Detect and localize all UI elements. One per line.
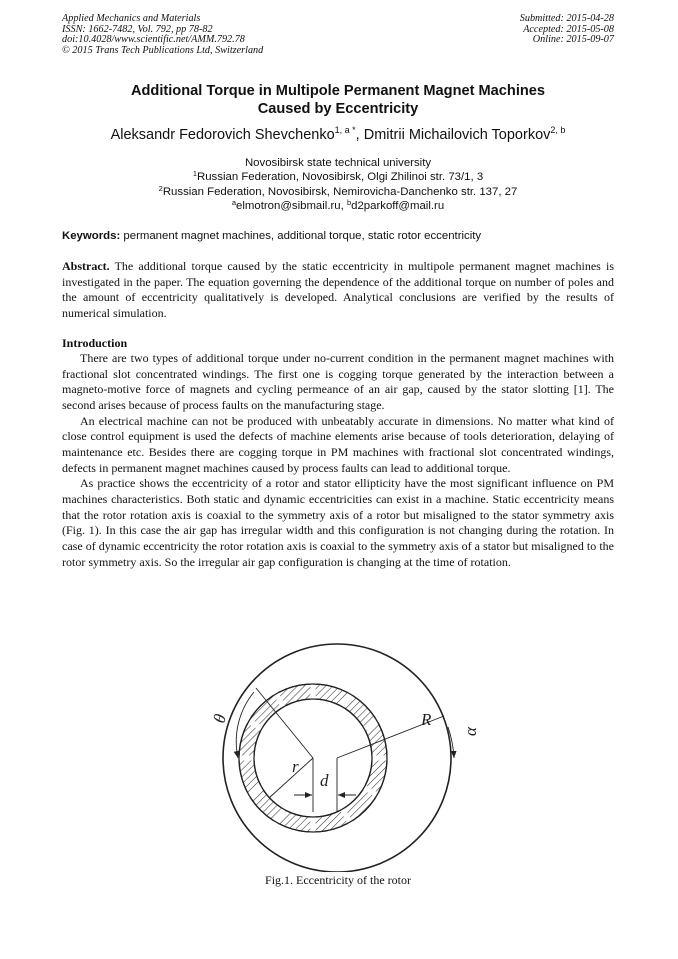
label-alpha: α bbox=[461, 727, 480, 736]
introduction-heading: Introduction bbox=[62, 336, 128, 350]
eccentricity-diagram bbox=[208, 632, 500, 872]
intro-paragraph-3: As practice shows the eccentricity of a rotor and stator ellipticity have the most significant influence on PM machines characteristics. Both static and dynamic eccentricities can exist in a machine. Static eccentricity means that the rotor rotation axis is coaxial to the symmetry axis of a rotor but misaligned to the stator symmetry axis (Fig. 1). In this case the air gap has irregular width and this configuration is not changing during the rotation. In case of dynamic eccentricity the rotor rotation axis is coaxial to the symmetry axis of a stator but misaligned to the rotor symmetry axis. So the irregular air gap configuration is changing at the time of rotation. bbox=[62, 476, 614, 569]
address-2-marker: 2 bbox=[158, 183, 163, 193]
email-a: elmotron@sibmail.ru, bbox=[236, 199, 347, 212]
address-1-text: Russian Federation, Novosibirsk, Olgi Zhilinoi str. 73/1, 3 bbox=[197, 171, 484, 184]
keywords-text: permanent magnet machines, additional torque, static rotor eccentricity bbox=[120, 230, 482, 242]
address-1-marker: 1 bbox=[192, 169, 197, 179]
author-1-affiliation: 1, a * bbox=[334, 125, 356, 135]
author-1: Aleksandr Fedorovich Shevchenko bbox=[110, 127, 335, 143]
author-2: Dmitrii Michailovich Toporkov bbox=[363, 127, 551, 143]
submission-dates bbox=[520, 14, 614, 46]
keywords bbox=[62, 229, 614, 243]
label-R: R bbox=[421, 710, 432, 729]
introduction-body bbox=[62, 351, 614, 570]
author-2-affiliation: 2, b bbox=[550, 125, 566, 135]
paper-title bbox=[62, 82, 614, 118]
accepted-date: Accepted: 2015-05-08 bbox=[523, 23, 614, 35]
keywords-label: Keywords: bbox=[62, 230, 121, 242]
email-b-marker: b bbox=[346, 197, 352, 207]
abstract-label: Abstract. bbox=[62, 259, 110, 273]
address-2-text: Russian Federation, Novosibirsk, Nemirovicha-Danchenko str. 137, 27 bbox=[162, 185, 518, 198]
email-b: d2parkoff@mail.ru bbox=[351, 199, 445, 212]
title-line-1: Additional Torque in Multipole Permanent Magnet Machines bbox=[130, 83, 546, 99]
radius-r-line bbox=[269, 758, 313, 798]
intro-paragraph-2: An electrical machine can not be produced with unbeatably accurate in dimensions. No matter what kind of close control equipment is used the defects of machine elements arise because of tools deterioration, delaying of maintenance etc. Besides there are cogging torque in PM machines with fractional slot concentrated windings, defects in permanent magnet machines caused by process faults can lead to additional torque. bbox=[62, 413, 614, 475]
email-a-marker: a bbox=[231, 197, 236, 207]
emails bbox=[62, 199, 614, 213]
figure-eccentricity bbox=[208, 632, 500, 872]
abstract-text: The additional torque caused by the static eccentricity in multipole permanent magnet machines is investigated in the paper. The equation governing the dependence of the additional torque on number of poles and the amount of eccentricity qualitatively is developed. Analytical conclusions are verified by the results of numerical simulation. bbox=[62, 259, 614, 321]
university: Novosibirsk state technical university bbox=[244, 157, 432, 169]
online-date: Online: 2015-09-07 bbox=[532, 34, 614, 46]
label-d: d bbox=[320, 771, 329, 790]
journal-issn: ISSN: 1662-7482, Vol. 792, pp 78-82 bbox=[62, 23, 213, 35]
label-theta: θ bbox=[209, 712, 231, 726]
title-line-2: Caused by Eccentricity bbox=[257, 101, 419, 117]
author-list bbox=[62, 126, 614, 144]
intro-paragraph-1: There are two types of additional torque under no-current condition in the permanent magnet machines with fractional slot concentrated windings. The first one is cogging torque generated by the interaction between a magneto-motive force of magnets and cycling permeance of an air gap, caused by the stator slotting [1]. The second arises because of process faults on the manufacturing stage. bbox=[62, 351, 614, 412]
abstract bbox=[62, 259, 614, 322]
journal-name: Applied Mechanics and Materials bbox=[62, 13, 201, 24]
submitted-date: Submitted: 2015-04-28 bbox=[519, 13, 614, 24]
label-r: r bbox=[292, 757, 299, 776]
affiliations bbox=[62, 156, 614, 213]
author-separator: , bbox=[355, 127, 364, 143]
journal-header bbox=[62, 14, 263, 56]
address-1 bbox=[62, 170, 614, 184]
journal-doi: doi:10.4028/www.scientific.net/AMM.792.78 bbox=[62, 34, 245, 46]
journal-copyright: © 2015 Trans Tech Publications Ltd, Switzerland bbox=[62, 44, 264, 56]
figure-caption: Fig.1. Eccentricity of the rotor bbox=[265, 873, 411, 887]
address-2 bbox=[62, 185, 614, 199]
